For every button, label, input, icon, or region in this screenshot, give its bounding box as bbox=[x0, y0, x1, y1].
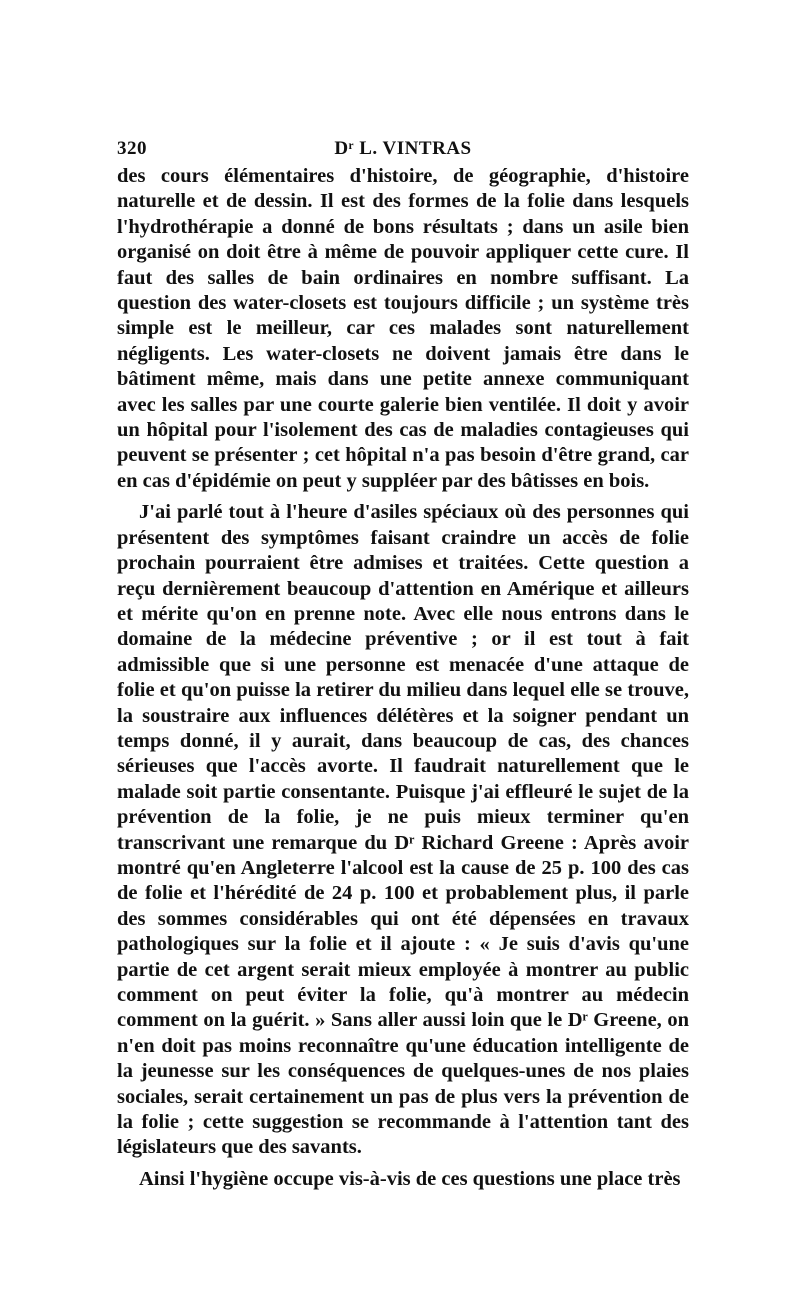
paragraph-continuation: des cours élémentaires d'histoire, de géographie, d'histoire naturelle et de dessin. Il est des formes de la folie dans lesquels l'hydrothérapie a donné de bons résultats ; dans un asile bien organisé on doit être à même de pouvoir appliquer cette cure. Il faut des salles de bain ordinaires en nombre suffisant. La question des water-closets est toujours difficile ; un système très simple est le meilleur, car ces malades sont naturellement négligents. Les water-closets ne doivent jamais être dans le bâtiment même, mais dans une petite annexe communiquant avec les salles par une courte galerie bien ventilée. Il doit y avoir un hôpital pour l'isolement des cas de maladies contagieuses qui peuvent se présenter ; cet hôpital n'a pas besoin d'être grand, car en cas d'épidémie on peut y suppléer par des bâtisses en bois. bbox=[117, 165, 689, 492]
book-page bbox=[117, 130, 689, 1192]
running-title: Dʳ L. VINTRAS bbox=[334, 138, 472, 159]
page-number: 320 bbox=[117, 138, 147, 159]
paragraph-asiles-speciaux: J'ai parlé tout à l'heure d'asiles spéciaux où des personnes qui présentent des symptômes faisant craindre un accès de folie prochain pourraient être admises et traitées. Cette question a reçu dernièrement beaucoup d'attention en Amérique et ailleurs et mérite qu'on en prenne note. Avec elle nous entrons dans le domaine de la médecine préventive ; or il est tout à fait admissible que si une personne est menacée d'une attaque de folie et qu'on puisse la retirer du milieu dans lequel elle se trouve, la soustraire aux influences délétères et la soigner pendant un temps donné, il y aurait, dans beaucoup de cas, des chances sérieuses que l'accès avorte. Il faudrait naturellement que le malade soit partie consentante. Puisque j'ai effleuré le sujet de la prévention de la folie, je ne puis mieux terminer qu'en transcrivant une remarque du Dʳ Richard Greene : Après avoir montré qu'en Angleterre l'alcool est la cause de 25 p. 100 des cas de folie et l'hérédité de 24 p. 100 et probablement plus, il parle des sommes considérables qui ont été dépensées en travaux pathologiques sur la folie et il ajoute : « Je suis d'avis qu'une partie de cet argent serait mieux employée à montrer au public comment on peut éviter la folie, qu'à montrer au médecin comment on la guérit. » Sans aller aussi loin que le Dʳ Greene, on n'en doit pas moins reconnaître qu'une éducation intelligente de la jeunesse sur les conséquences de quelques-unes de nos plaies sociales, serait certainement un pas de plus vers la prévention de la folie ; cette suggestion se recommande à l'attention tant des législateurs que des savants. bbox=[117, 501, 689, 1159]
running-head bbox=[117, 130, 689, 164]
body-text bbox=[117, 164, 689, 1192]
paragraph-hygiene: Ainsi l'hygiène occupe vis-à-vis de ces questions une place très bbox=[139, 1167, 681, 1190]
